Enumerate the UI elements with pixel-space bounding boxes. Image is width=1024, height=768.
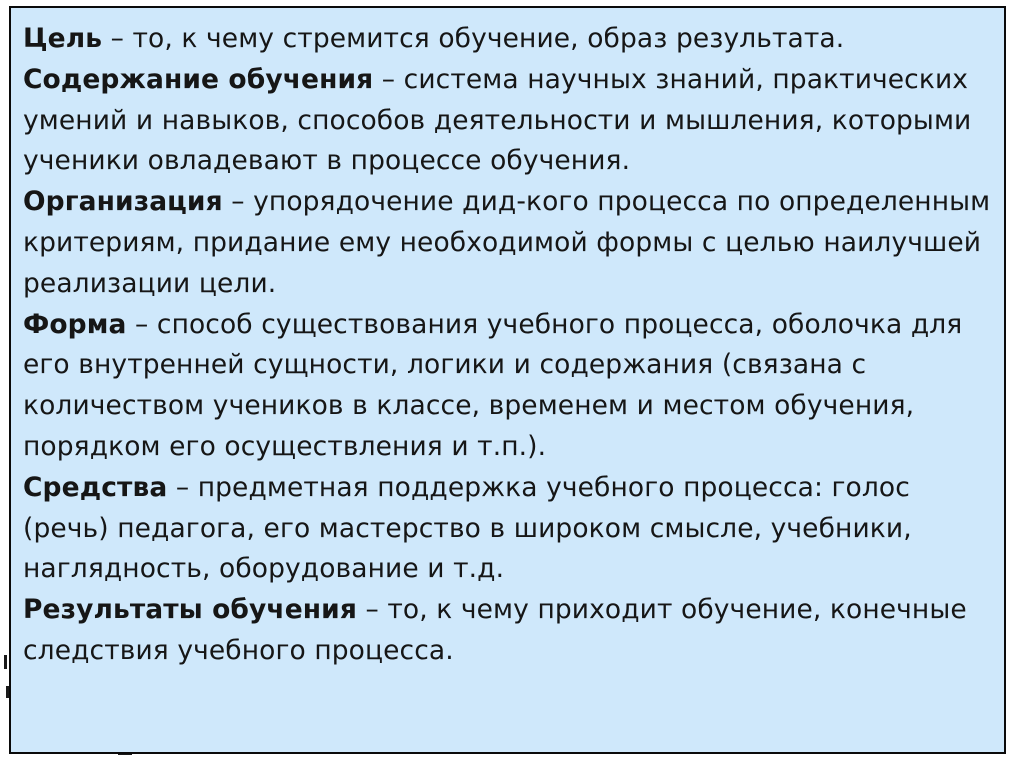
definition-term: Форма	[23, 308, 127, 340]
definition-text: – упорядочение дид-кого процесса по определенным критериям, придание ему необходимой формы с целью наилучшей реализации цели.	[23, 186, 991, 299]
definition-term: Содержание обучения	[23, 63, 374, 95]
definition-organization	[23, 182, 998, 304]
definition-results	[23, 590, 998, 672]
definition-text: – система научных знаний, практических умений и навыков, способов деятельности и мышления, которыми ученики овладевают в процессе обучения.	[23, 63, 972, 177]
definition-text: – то, к чему стремится обучение, образ результата.	[102, 23, 845, 54]
definition-text: – предметная поддержка учебного процесса: голос (речь) педагога, его мастерство в широком смысле, учебники, наглядность, оборудование и т.д.	[23, 471, 912, 585]
definition-goal	[23, 19, 998, 60]
definition-term: Средства	[23, 471, 168, 503]
edge-mark	[4, 655, 7, 669]
definition-form	[23, 305, 998, 468]
definition-text: – то, к чему приходит обучение, конечные следствия учебного процесса.	[23, 594, 967, 666]
definition-content	[23, 60, 998, 182]
definition-means	[23, 468, 998, 590]
definition-text: – способ существования учебного процесса, оболочка для его внутренней сущности, логики и содержания (связана с количеством учеников в классе, временем и местом обучения, порядком его осуществления и т.п.).	[23, 308, 963, 462]
definition-term: Цель	[23, 23, 103, 54]
definitions-card	[9, 6, 1006, 754]
definition-term: Организация	[23, 186, 223, 218]
definition-term: Результаты обучения	[23, 594, 357, 626]
